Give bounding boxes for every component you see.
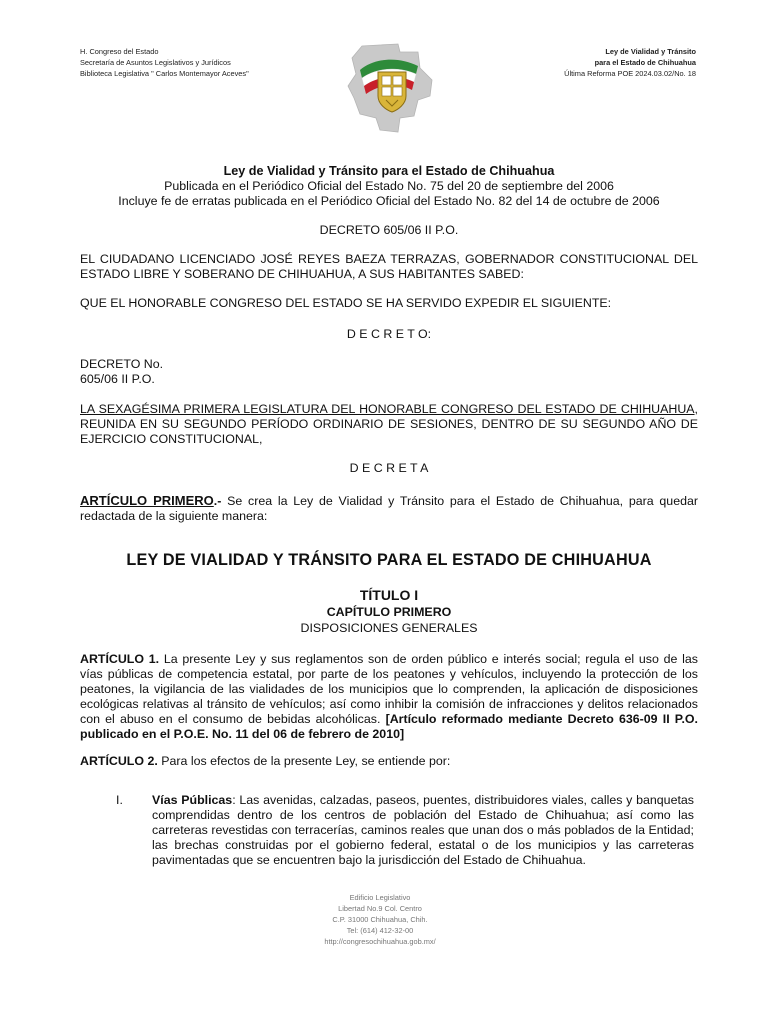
articulo-primero-paragraph: [80, 493, 698, 524]
header-institution: [80, 46, 249, 79]
articulo-1-reform-note: [Artículo reformado mediante Decreto 636-09 II P.O. publicado en el P.O.E. No. 11 del 06 de febrero de 2010]: [80, 712, 698, 741]
articulo-primero-text: Se crea la Ley de Vialidad y Tránsito para el Estado de Chihuahua, para quedar redactada de la siguiente manera:: [80, 494, 698, 523]
header-institution-line: Biblioteca Legislativa " Carlos Montemayor Aceves": [80, 69, 249, 78]
footer-line: Libertad No.9 Col. Centro: [338, 904, 422, 913]
congress-statement: QUE EL HONORABLE CONGRESO DEL ESTADO SE HA SERVIDO EXPEDIR EL SIGUIENTE:: [80, 296, 612, 310]
congress-logo-icon: [340, 38, 440, 138]
document-title: Ley de Vialidad y Tránsito para el Estado de Chihuahua: [223, 164, 555, 178]
header-law-state: para el Estado de Chihuahua: [594, 58, 696, 67]
governor-preamble: EL CIUDADANO LICENCIADO JOSÉ REYES BAEZA TERRAZAS, GOBERNADOR CONSTITUCIONAL DEL ESTADO LIBRE Y SOBERANO DE CHIHUAHUA, A SUS HABITANTES SABED:: [80, 252, 698, 281]
header-law-info: [564, 46, 696, 79]
footer-website-link[interactable]: http://congresochihuahua.gob.mx/: [324, 937, 436, 946]
footer-line: Edificio Legislativo: [349, 893, 411, 902]
publication-note: Publicada en el Periódico Oficial del Estado No. 75 del 20 de septiembre del 2006: [164, 179, 614, 193]
legislature-text-underlined: LA SEXAGÉSIMA PRIMERA LEGISLATURA DEL HONORABLE CONGRESO DEL ESTADO DE CHIHUAHUA: [80, 402, 695, 416]
articulo-2-text: Para los efectos de la presente Ley, se entiende por:: [157, 754, 451, 768]
articulo-2-label: ARTÍCULO 2.: [80, 754, 158, 768]
articulo-1-paragraph: [80, 652, 698, 742]
errata-note: Incluye fe de erratas publicada en el Periódico Oficial del Estado No. 82 del 14 de octubre de 2006: [118, 194, 660, 208]
articulo-primero-label: ARTÍCULO PRIMERO: [80, 493, 214, 508]
header-institution-line: H. Congreso del Estado: [80, 47, 159, 56]
law-main-title: LEY DE VIALIDAD Y TRÁNSITO PARA EL ESTADO DE CHIHUAHUA: [126, 551, 652, 569]
decreto-no-line: DECRETO No.: [80, 357, 164, 371]
header-law-name: Ley de Vialidad y Tránsito: [605, 47, 696, 56]
item-vias-publicas: [152, 793, 694, 868]
articulo-1-text: La presente Ley y sus reglamentos son de orden público e interés social; regula el uso de las vías públicas de competencia estatal, por parte de los peatones y vehículos, incluyendo la protección de los peatones, la vigilancia de las vialidades de los municipios que lo comprenden, la aplicación de disposiciones ecológicas relativas al tránsito de vehículos; así como inhibir la comisión de infracciones y delitos relacionados con el abuso en el consumo de bebidas alcohólicas.: [80, 652, 698, 726]
item-term: Vías Públicas: [152, 793, 233, 807]
titulo-heading: TÍTULO I: [359, 587, 419, 603]
articulo-primero-separator: .-: [213, 494, 222, 508]
footer-address: [250, 892, 510, 947]
decreto-heading: D E C R E T O:: [346, 327, 432, 341]
item-definition: : Las avenidas, calzadas, paseos, puentes, distribuidores viales, calles y banquetas comprendidas dentro de los centros de población del Estado de Chihuahua; así como las carreteras revestidas con terracerías, caminos reales que unan dos o más poblados de la Entidad; las brechas construidas por el gobierno federal, estatal o de los municipios y las carreteras pavimentadas que se encuentren bajo la jurisdicción del Estado de Chihuahua.: [152, 793, 694, 867]
decree-number: DECRETO 605/06 II P.O.: [319, 223, 459, 237]
decreto-no-value: 605/06 II P.O.: [80, 372, 155, 386]
capitulo-heading: CAPÍTULO PRIMERO: [326, 605, 452, 619]
header-institution-line: Secretaría de Asuntos Legislativos y Jurídicos: [80, 58, 231, 67]
decreta-heading: D E C R E T A: [349, 461, 429, 475]
legislature-text: , REUNIDA EN SU SEGUNDO PERÍODO ORDINARIO DE SESIONES, DENTRO DE SU SEGUNDO AÑO DE EJERCICIO CONSTITUCIONAL,: [80, 402, 698, 446]
header-last-reform: Última Reforma POE 2024.03.02/No. 18: [564, 69, 696, 78]
articulo-2-paragraph: [80, 754, 698, 769]
articulo-1-label: ARTÍCULO 1.: [80, 652, 160, 666]
item-numeral: I.: [116, 793, 123, 807]
footer-line: Tel: (614) 412-32-00: [346, 926, 414, 935]
footer-line: C.P. 31000 Chihuahua, Chih.: [332, 915, 428, 924]
legislature-paragraph: [80, 402, 698, 447]
disposiciones-heading: DISPOSICIONES GENERALES: [300, 621, 478, 635]
